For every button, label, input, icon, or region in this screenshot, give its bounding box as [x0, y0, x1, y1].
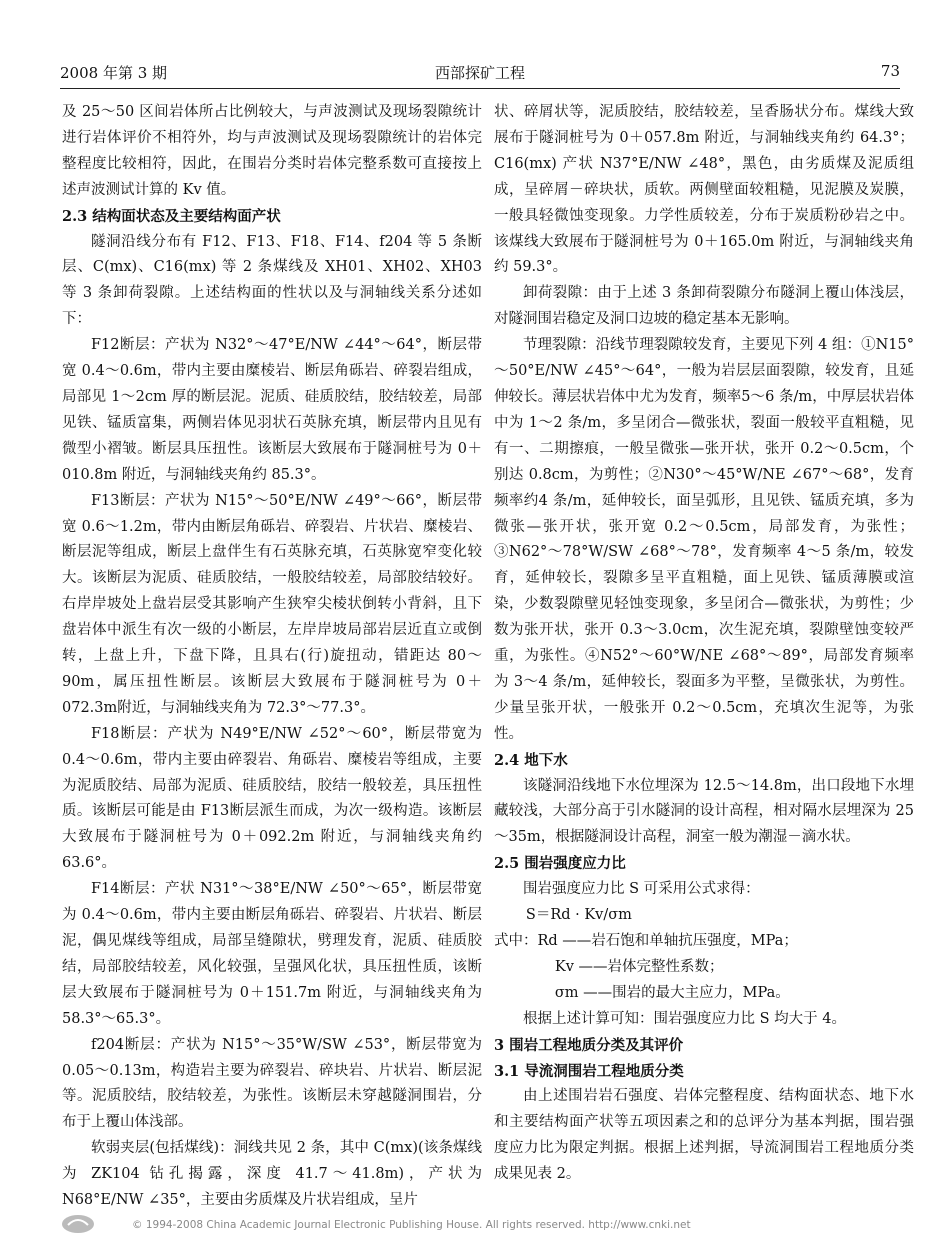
paragraph: 软弱夹层(包括煤线)：洞线共见 2 条，其中 C(mx)(该条煤线为 ZK104 钻孔揭露，深度 41.7～41.8m)，产状为 N68°E/NW ∠35°，主要由劣质煤及片状岩组成，呈片 — [62, 1140, 482, 1209]
right-column — [494, 100, 914, 1188]
paragraph: F18断层：产状为 N49°E/NW ∠52°～60°，断层带宽为 0.4～0.6m，带内主要由碎裂岩、角砾岩、糜棱岩等组成，主要为泥质胶结、局部为泥质、硅质胶结，胶结一般较差，具压扭性质。该断层可能是由 F13断层派生而成，为次一级构造。该断层大致展布于隧洞桩号为 0＋092.2m 附近，与洞轴线夹角约 63.6°。 — [62, 725, 482, 872]
paragraph: 由上述围岩岩石强度、岩体完整程度、结构面状态、地下水和主要结构面产状等五项因素之和的总评分为基本判据，围岩强度应力比为限定判据。根据上述判据，导流洞围岩工程地质分类成果见表 2。 — [494, 1088, 914, 1183]
section-heading: 3.1 导流洞围岩工程地质分类 — [494, 1062, 684, 1080]
paragraph: F14断层：产状 N31°～38°E/NW ∠50°～65°，断层带宽为 0.4～0.6m，带内主要由断层角砾岩、碎裂岩、片状岩、断层泥，偶见煤线等组成，局部呈缝隙状，劈理发育，泥质、硅质胶结，局部胶结较差，风化较强，呈强风化状，具压扭性质，该断层大致展布于隧洞桩号为 0＋151.7m 附近，与洞轴线夹角为 58.3°～65.3°。 — [62, 881, 482, 1027]
running-header — [60, 62, 900, 84]
paragraph: 及 25～50 区间岩体所占比例较大，与声波测试及现场裂隙统计进行岩体评价不相符外，均与声波测试及现场裂隙统计的岩体完整程度比较相符，因此，在围岩分类时岩体完整系数可直接按上述声波测试计算的 Kv 值。 — [62, 104, 482, 198]
copyright-notice: © 1994-2008 China Academic Journal Electronic Publishing House. All rights reserved. http://www.cnki.net — [132, 1219, 691, 1231]
section-heading: 2.5 围岩强度应力比 — [494, 855, 626, 873]
paragraph: 围岩强度应力比 S 可采用公式求得： — [523, 881, 760, 898]
page-number: 73 — [880, 62, 900, 80]
issue-label: 2008 年第 3 期 — [60, 64, 168, 82]
section-heading: 3 围岩工程地质分类及其评价 — [494, 1036, 684, 1054]
header-rule — [60, 88, 900, 89]
left-column — [62, 100, 482, 1214]
paragraph: f204断层：产状为 N15°～35°W/SW ∠53°，断层带宽为 0.05～0.13m，构造岩主要为碎裂岩、碎块岩、片状岩、断层泥等。泥质胶结，胶结较差，为张性。该断层未穿越隧洞围岩，分布于上覆山体浅部。 — [62, 1036, 482, 1131]
paragraph: 该隧洞沿线地下水位埋深为 12.5～14.8m，出口段地下水埋藏较浅，大部分高于引水隧洞的设计高程，相对隔水层埋深为 25～35m，根据隧洞设计高程，洞室一般为潮湿－滴水状。 — [494, 777, 914, 846]
formula-definition: σm ——围岩的最大主应力，MPa。 — [554, 984, 790, 1001]
paragraph: 状、碎屑状等，泥质胶结，胶结较差，呈香肠状分布。煤线大致展布于隧洞桩号为 0＋057.8m 附近，与洞轴线夹角约 64.3°；C16(mx) 产状 N37°E/NW ∠48°，黑色，由劣质煤及泥质组成，呈碎屑－碎块状，质软。两侧壁面较粗糙，见泥膜及炭膜，一般具轻微蚀变现象。力学性质较差，分布于炭质粉砂岩之中。该煤线大致展布于隧洞桩号为 0＋165.0m 附近，与洞轴线夹角约 59.3°。 — [494, 104, 914, 276]
paragraph: 根据上述计算可知：围岩强度应力比 S 均大于 4。 — [523, 1010, 846, 1027]
footer — [60, 1213, 900, 1241]
formula-definition: Kv ——岩体完整性系数； — [554, 958, 724, 975]
paragraph: 卸荷裂隙：由于上述 3 条卸荷裂隙分布隧洞上覆山体浅层，对隧洞围岩稳定及洞口边坡的稳定基本无影响。 — [494, 285, 914, 328]
section-heading: 2.3 结构面状态及主要结构面产状 — [62, 207, 281, 225]
paragraph: F13断层：产状为 N15°～50°E/NW ∠49°～66°，断层带宽 0.6～1.2m，带内由断层角砾岩、碎裂岩、片状岩、糜棱岩、断层泥等组成，断层上盘伴生有石英脉充填，石英脉宽窄变化较大。该断层为泥质、硅质胶结，一般胶结较差，局部胶结较好。右岸岸坡处上盘岩层受其影响产生狭窄尖棱状倒转小背斜，且下盘岩体中派生有次一级的小断层，左岸岸坡局部岩层近直立或倒转，上盘上升，下盘下降，且具右(行)旋扭动，错距达 80～90m，属压扭性断层。该断层大致展布于隧洞桩号为 0＋072.3m附近，与洞轴线夹角为 72.3°～77.3°。 — [62, 492, 482, 716]
section-heading: 2.4 地下水 — [494, 751, 568, 769]
paragraph: F12断层：产状为 N32°～47°E/NW ∠44°～64°，断层带宽 0.4～0.6m，带内主要由糜棱岩、断层角砾岩、碎裂岩组成，局部见 1～2cm 厚的断层泥。泥质、硅质胶结，胶结较差，局部见铁、锰质富集，两侧岩体见羽状石英脉充填，断层带内且见有微型小褶皱。断层具压扭性。该断层大致展布于隧洞桩号为 0＋010.8m 附近，与洞轴线夹角约 85.3°。 — [62, 337, 482, 483]
journal-title: 西部探矿工程 — [434, 64, 525, 82]
paragraph: 隧洞沿线分布有 F12、F13、F18、F14、f204 等 5 条断层、C(mx)、C16(mx) 等 2 条煤线及 XH01、XH02、XH03 等 3 条卸荷裂隙。上述结构面的性状以及与洞轴线关系分述如下： — [62, 233, 482, 328]
publisher-logo-icon — [60, 1213, 96, 1235]
formula-definition: 式中：Rd ——岩石饱和单轴抗压强度，MPa； — [494, 933, 798, 949]
formula: S＝Rd · Kv/σm — [525, 907, 632, 924]
paragraph: 节理裂隙：沿线节理裂隙较发育，主要见下列 4 组：①N15°～50°E/NW ∠45°～64°，一般为岩层层面裂隙，较发育，且延伸较长。薄层状岩体中尤为发育，频率5～6 条/m，中厚层状岩体中为 1～2 条/m，多呈闭合—微张状，裂面一般较平直粗糙，见有一、二期擦痕，一般呈微张—张开状，张开 0.2～0.5cm，个别达 0.8cm，为剪性；②N30°～45°W/NE ∠67°～68°，发育频率约4 条/m，延伸较长，面呈弧形，且见铁、锰质充填，多为微张—张开状，张开宽 0.2～0.5cm，局部发育，为张性；③N62°～78°W/SW ∠68°～78°，发育频率 4～5 条/m，较发育，延伸较长，裂隙多呈平直粗糙，面上见铁、锰质薄膜或渲染，少数裂隙壁见轻蚀变现象，多呈闭合—微张状，为剪性；少数为张开状，张开 0.3～3.0cm，次生泥充填，裂隙壁蚀变较严重，为张性。④N52°～60°W/NE ∠68°～89°，局部发育频率为 3～4 条/m，延伸较长，裂面多为平整，呈微张状，为剪性。少量呈张开状，一般张开 0.2～0.5cm，充填次生泥等，为张性。 — [494, 337, 914, 742]
